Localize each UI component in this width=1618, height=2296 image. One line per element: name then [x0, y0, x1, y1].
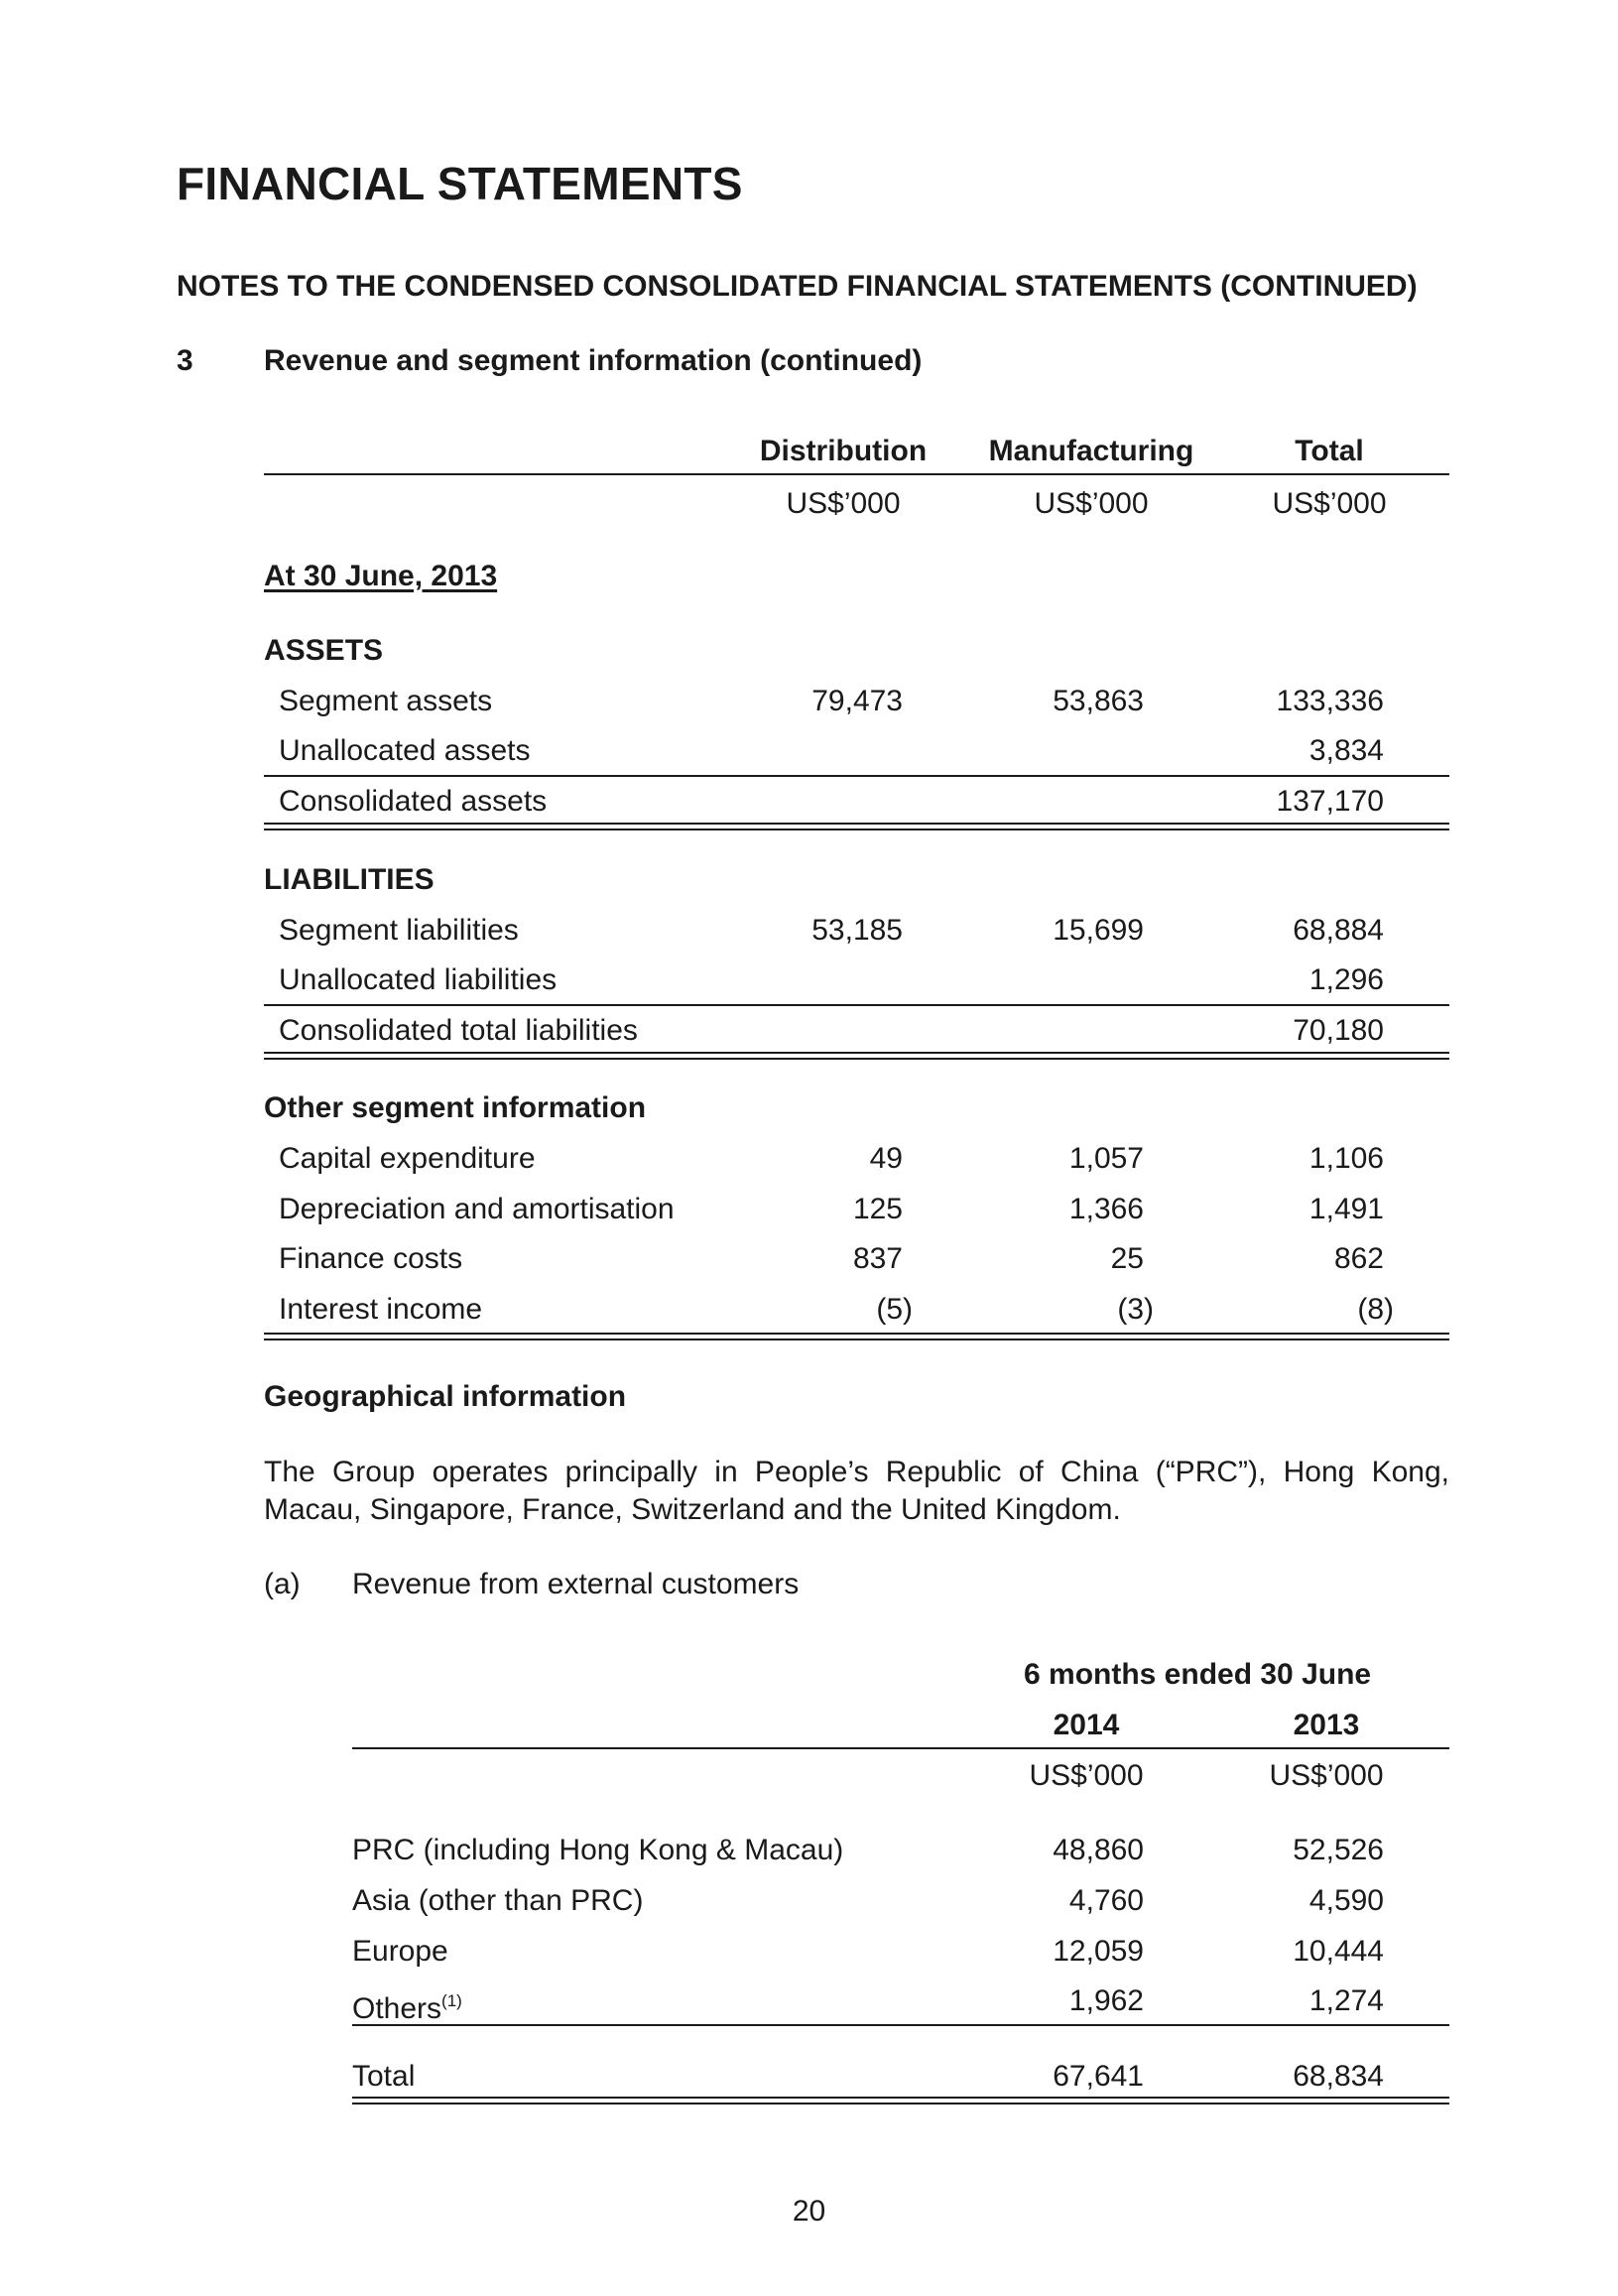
row-label: Europe	[352, 1935, 448, 1968]
section-number: 3	[177, 344, 193, 377]
total-label: Consolidated assets	[279, 785, 548, 818]
row-label: Segment assets	[279, 685, 493, 717]
cell-value: 4,590	[1308, 1884, 1384, 1917]
subtotal-rule	[352, 2024, 1449, 2026]
subtotal-rule	[264, 775, 1449, 777]
cell-value: 1,274	[1308, 1984, 1384, 2017]
unit-manufacturing: US$’000	[1034, 487, 1149, 520]
unit-distribution: US$’000	[786, 487, 901, 520]
total-double-rule	[352, 2097, 1449, 2105]
cell-value: 3,834	[1308, 734, 1384, 767]
subtotal-rule	[264, 1004, 1449, 1006]
cell-value: 10,444	[1293, 1935, 1384, 1968]
period-label: At 30 June, 2013	[264, 560, 498, 592]
cell-value: 52,526	[1293, 1834, 1384, 1866]
row-label: Others	[352, 1992, 442, 2025]
cell-value: (3)	[1117, 1293, 1154, 1326]
cell-value: 862	[1333, 1242, 1384, 1275]
header-rule	[352, 1747, 1449, 1749]
row-label: Unallocated liabilities	[279, 963, 558, 996]
total-label: Consolidated total liabilities	[279, 1014, 638, 1047]
cell-value: 125	[852, 1193, 903, 1225]
page-number: 20	[792, 2195, 826, 2228]
cell-value: 1,491	[1308, 1193, 1384, 1225]
row-label: Depreciation and amortisation	[279, 1193, 675, 1225]
col-header-distribution: Distribution	[759, 435, 928, 467]
cell-value: 1,106	[1308, 1142, 1384, 1175]
unit-2014: US$’000	[1029, 1759, 1144, 1792]
row-label-others	[352, 1983, 462, 2027]
period-header: 6 months ended 30 June	[1024, 1658, 1372, 1691]
total-value: 67,641	[1053, 2060, 1144, 2093]
total-double-rule	[264, 823, 1449, 830]
cell-value: 1,057	[1068, 1142, 1144, 1175]
total-double-rule	[264, 1052, 1449, 1060]
cell-value: 68,884	[1293, 914, 1384, 947]
row-label: Finance costs	[279, 1242, 463, 1275]
geo-paragraph: The Group operates principally in People’s Republic of China (“PRC”), Hong Kong, Macau, Singapore, France, Switzerland and the United Kingdom.	[264, 1456, 1449, 1526]
cell-value: (8)	[1357, 1293, 1394, 1326]
row-label: PRC (including Hong Kong & Macau)	[352, 1834, 844, 1866]
row-label: Segment liabilities	[279, 914, 519, 947]
cell-value: 12,059	[1053, 1935, 1144, 1968]
total-value: 70,180	[1293, 1014, 1384, 1047]
cell-value: 25	[1110, 1242, 1144, 1275]
cell-value: 4,760	[1068, 1884, 1144, 1917]
cell-value: 15,699	[1053, 914, 1144, 947]
sub-letter: (a)	[264, 1568, 301, 1600]
row-label: Unallocated assets	[279, 734, 531, 767]
unit-2013: US$’000	[1269, 1759, 1384, 1792]
other-heading: Other segment information	[264, 1091, 647, 1124]
section-title: Revenue and segment information (continued)	[264, 344, 923, 377]
assets-heading: ASSETS	[264, 634, 384, 667]
cell-value: 53,863	[1053, 685, 1144, 717]
total-value: 68,834	[1293, 2060, 1384, 2093]
liabilities-heading: LIABILITIES	[264, 863, 435, 896]
row-label: Interest income	[279, 1293, 483, 1326]
total-label: Total	[352, 2060, 416, 2093]
year-header: 2013	[1293, 1709, 1360, 1741]
cell-value: 133,336	[1276, 685, 1384, 717]
row-label: Capital expenditure	[279, 1142, 536, 1175]
notes-title: NOTES TO THE CONDENSED CONSOLIDATED FINANCIAL STATEMENTS (CONTINUED)	[177, 270, 1418, 303]
cell-value: 1,296	[1308, 963, 1384, 996]
cell-value: 837	[852, 1242, 903, 1275]
sub-title: Revenue from external customers	[352, 1568, 800, 1600]
unit-total: US$’000	[1272, 487, 1387, 520]
cell-value: 49	[869, 1142, 903, 1175]
cell-value: 1,366	[1068, 1193, 1144, 1225]
cell-value: 53,185	[811, 914, 903, 947]
cell-value: 48,860	[1053, 1834, 1144, 1866]
total-value: 137,170	[1276, 785, 1384, 818]
row-label: Asia (other than PRC)	[352, 1884, 644, 1917]
cell-value: 1,962	[1068, 1984, 1144, 2017]
year-header: 2014	[1053, 1709, 1120, 1741]
total-double-rule	[264, 1333, 1449, 1340]
col-header-manufacturing: Manufacturing	[988, 435, 1194, 467]
cell-value: (5)	[876, 1293, 913, 1326]
geo-heading: Geographical information	[264, 1380, 627, 1413]
cell-value: 79,473	[811, 685, 903, 717]
page-title: FINANCIAL STATEMENTS	[177, 158, 743, 209]
footnote-marker: (1)	[441, 1991, 462, 2010]
col-header-total: Total	[1295, 435, 1364, 467]
header-rule	[264, 473, 1449, 475]
